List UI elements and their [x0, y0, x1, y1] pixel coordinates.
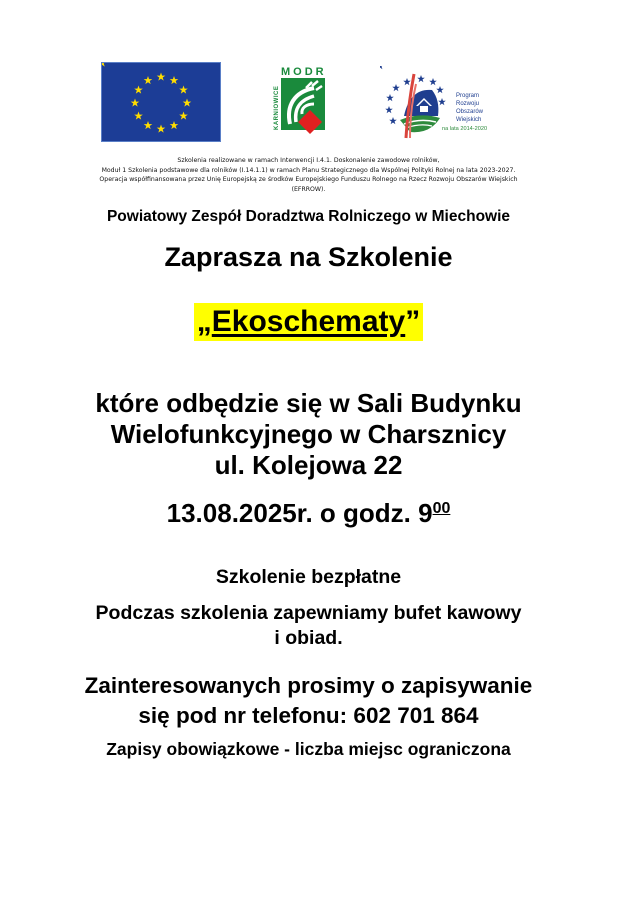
fineprint-line: (EFRROW).	[291, 185, 326, 193]
prow-label-years: na lata 2014-2020	[442, 126, 488, 132]
prow-2014-2020-logo	[380, 66, 505, 142]
venue-line: które odbędzie się w Sali Budynku	[95, 388, 522, 418]
logo-bar	[0, 62, 617, 144]
modr-karniowice-logo	[270, 64, 332, 142]
catering-line: i obiad.	[274, 627, 343, 649]
date-and-hour: 13.08.2025r. o godz. 9	[166, 498, 433, 528]
venue-address: ul. Kolejowa 22	[214, 450, 403, 480]
prow-label-wiejskich: Wiejskich	[456, 117, 482, 123]
eu-flag-logo	[101, 62, 221, 142]
organizer-name: Powiatowy Zespół Doradztwa Rolniczego w Miechowie	[106, 208, 511, 225]
invite-heading: Zaprasza na Szkolenie	[164, 242, 453, 272]
venue-line: Wielofunkcyjnego w Charsznicy	[110, 419, 507, 449]
funding-fineprint	[0, 156, 617, 194]
venue-info	[0, 388, 617, 481]
title-open-quote: „	[196, 305, 212, 338]
event-datetime	[0, 498, 617, 529]
training-title	[0, 303, 617, 341]
eu-stars-icon	[102, 63, 220, 141]
modr-label: MODR	[281, 66, 327, 78]
catering-line: Podczas szkolenia zapewniamy bufet kawowy	[95, 602, 522, 624]
signup-line: Zainteresowanych prosimy o zapisywanie	[84, 673, 533, 698]
fineprint-line: Moduł 1 Szkolenia podstawowe dla rolników (I.14.1.1) w ramach Planu Strategicznego dla Wspólnej Polityki Rolnej na lata 2023-2027.	[101, 166, 516, 174]
time-minutes: 00	[432, 500, 451, 517]
prow-label-obszarow: Obszarów	[456, 109, 484, 115]
prow-label-rozwoju: Rozwoju	[456, 101, 480, 107]
mandatory-registration-note: Zapisy obowiązkowe - liczba miejsc ograniczona	[106, 739, 511, 759]
catering-note	[0, 601, 617, 651]
signup-phone: się pod nr telefonu: 602 701 864	[138, 703, 479, 728]
title-text: Ekoschematy	[211, 305, 406, 338]
karniowice-label: KARNIOWICE	[274, 85, 280, 130]
title-highlight	[194, 303, 423, 341]
fineprint-line: Operacja współfinansowana przez Unię Europejską ze środków Europejskiego Funduszu Rolnego na Rzecz Rozwoju Obszarów Wiejskich	[99, 176, 518, 184]
prow-label-program: Program	[456, 93, 480, 99]
free-of-charge-note: Szkolenie bezpłatne	[215, 566, 402, 588]
title-close-quote: ”	[405, 305, 421, 338]
signup-info	[0, 671, 617, 731]
fineprint-line: Szkolenia realizowane w ramach Interwencji I.4.1. Doskonalenie zawodowe rolników,	[177, 157, 440, 164]
